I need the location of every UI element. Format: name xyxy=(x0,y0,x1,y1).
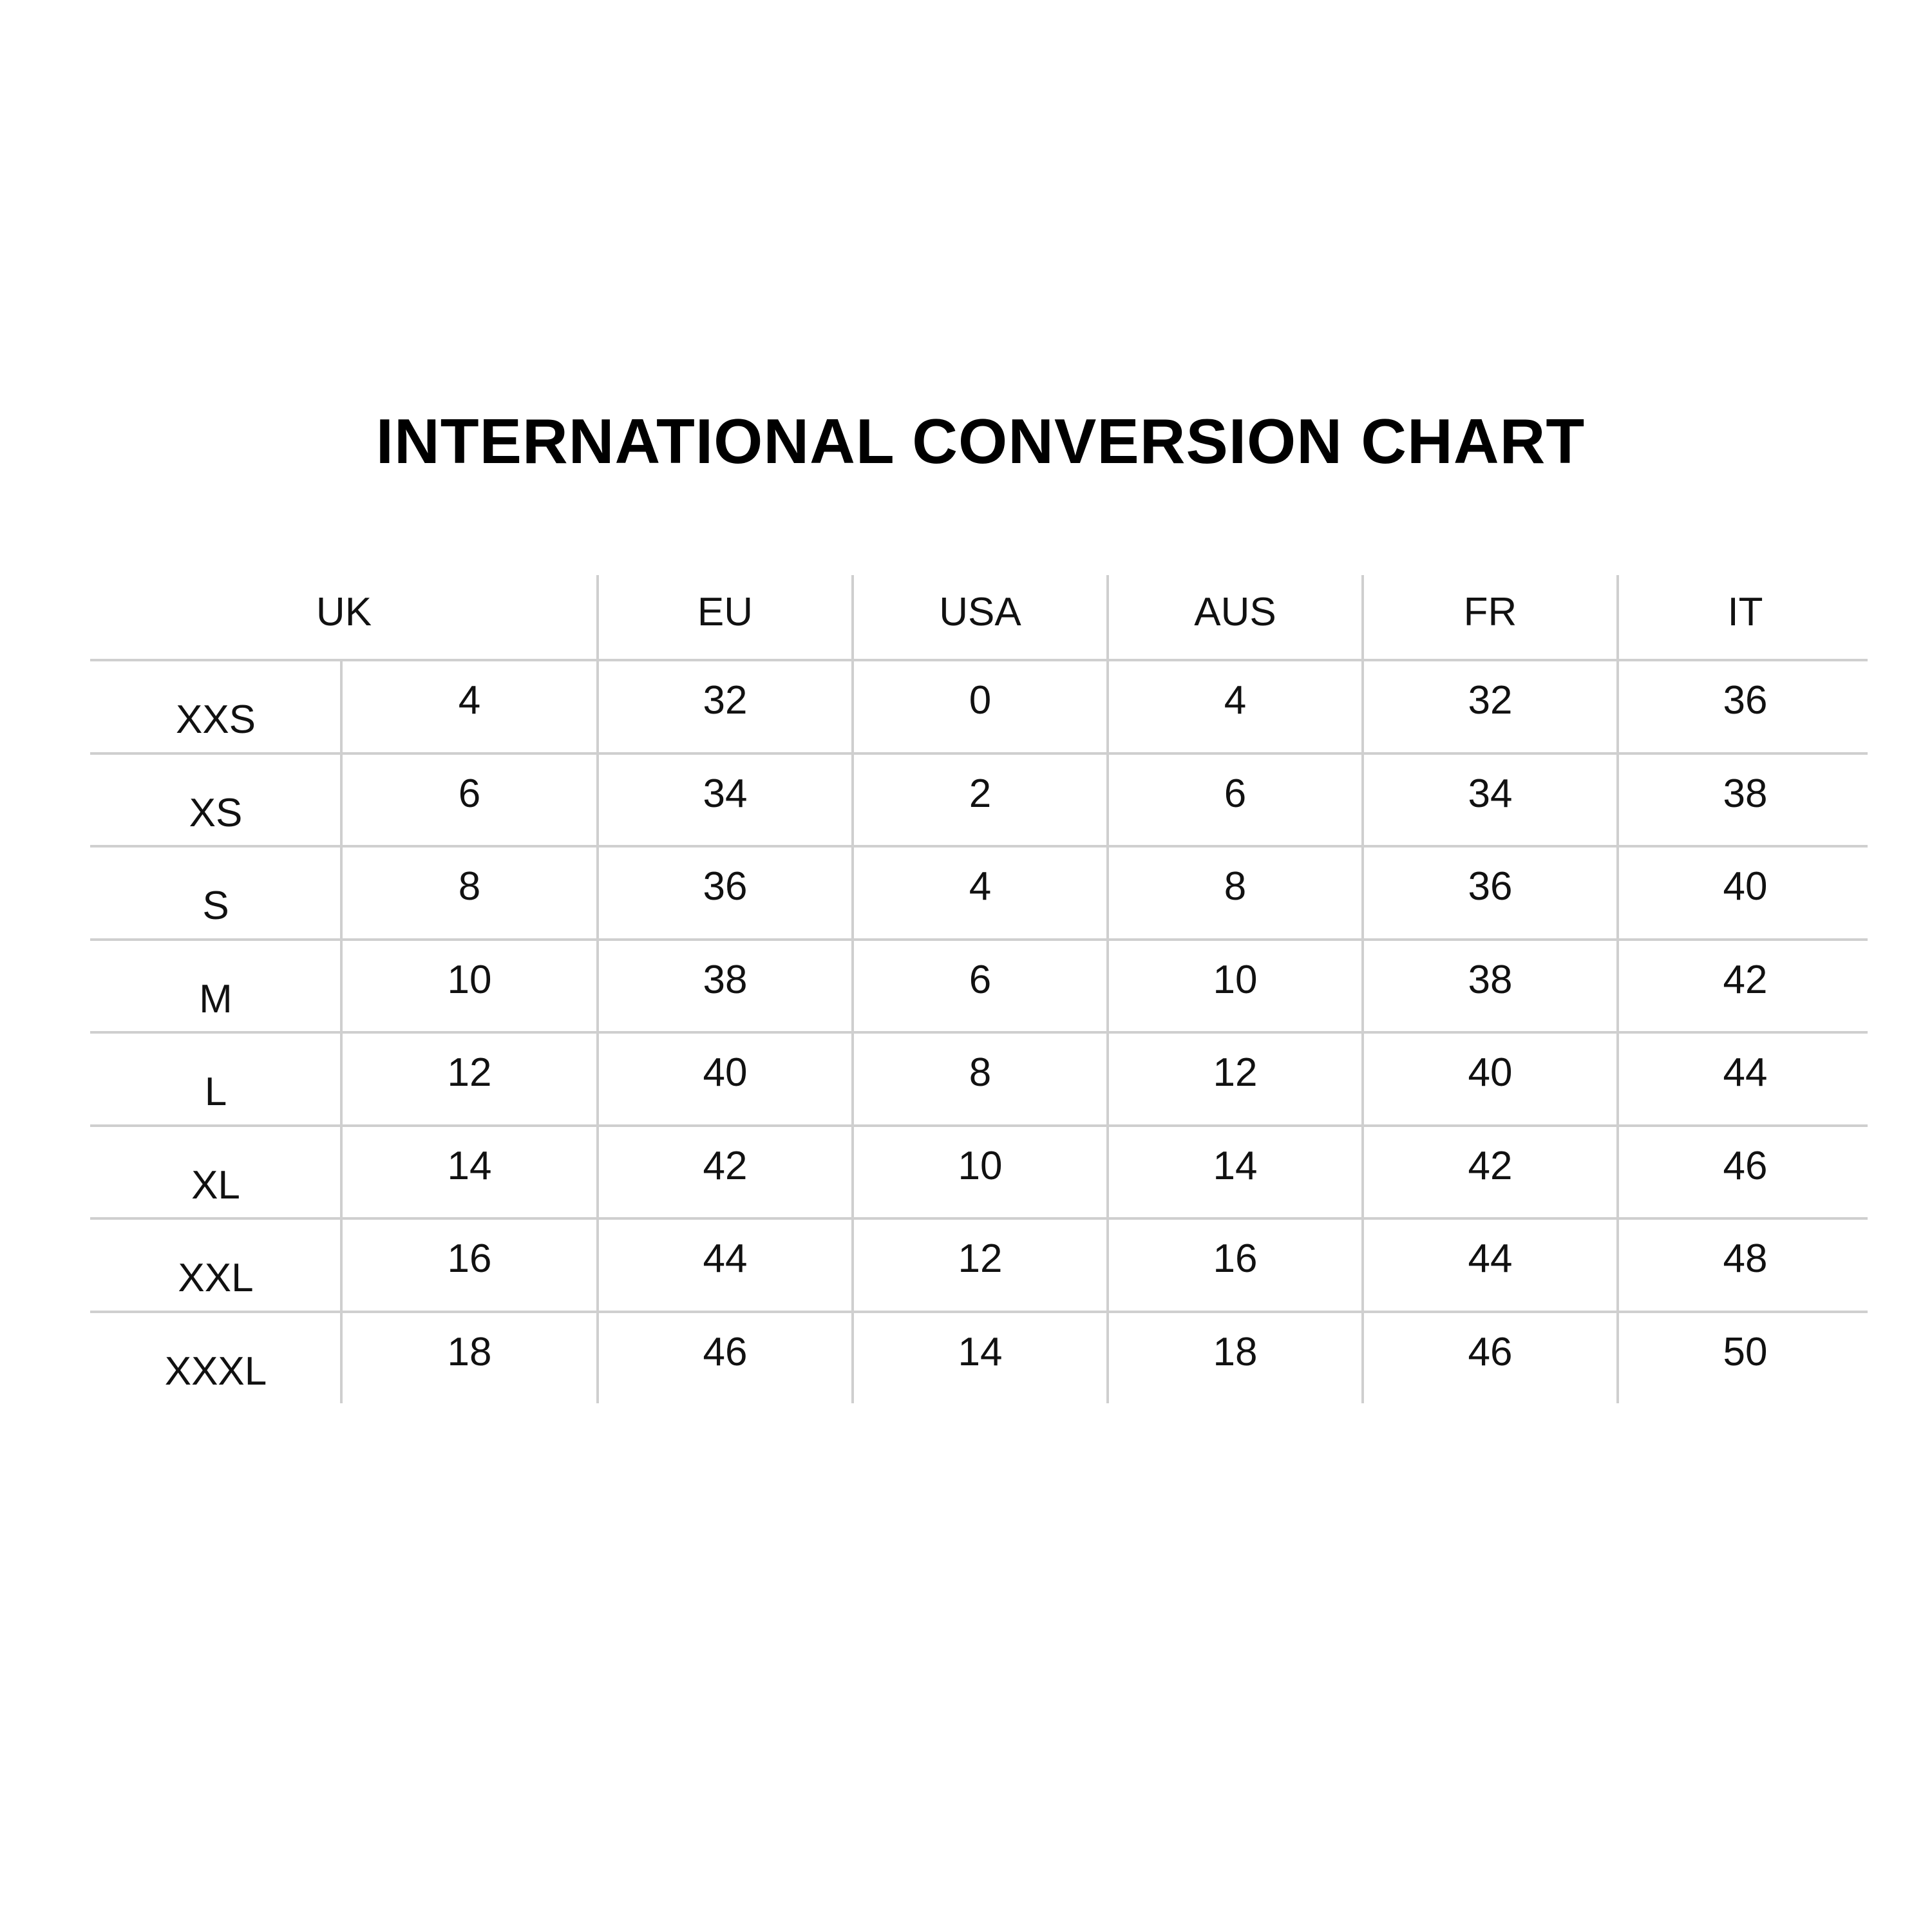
value-uk: 4 xyxy=(458,678,481,723)
value-usa: 10 xyxy=(958,1144,1003,1188)
header-uk: UK xyxy=(316,590,372,634)
header-aus: AUS xyxy=(1194,590,1276,634)
value-it: 40 xyxy=(1723,864,1768,909)
value-it: 42 xyxy=(1723,958,1768,1002)
row-divider xyxy=(90,1217,1868,1220)
value-eu: 40 xyxy=(703,1050,748,1095)
value-aus: 4 xyxy=(1224,678,1247,723)
row-divider xyxy=(90,1311,1868,1313)
value-aus: 14 xyxy=(1213,1144,1258,1188)
value-it: 50 xyxy=(1723,1330,1768,1374)
value-fr: 36 xyxy=(1468,864,1513,909)
value-usa: 14 xyxy=(958,1330,1003,1374)
value-aus: 6 xyxy=(1224,772,1247,816)
value-usa: 4 xyxy=(969,864,992,909)
size-label: XS xyxy=(189,791,243,835)
size-label: S xyxy=(202,884,229,928)
value-fr: 32 xyxy=(1468,678,1513,723)
value-fr: 42 xyxy=(1468,1144,1513,1188)
value-eu: 44 xyxy=(703,1236,748,1281)
column-divider xyxy=(1616,575,1619,1403)
size-label: L xyxy=(204,1070,227,1114)
value-uk: 12 xyxy=(447,1050,492,1095)
value-fr: 38 xyxy=(1468,958,1513,1002)
size-label: M xyxy=(199,977,232,1021)
value-aus: 12 xyxy=(1213,1050,1258,1095)
value-eu: 34 xyxy=(703,772,748,816)
value-eu: 32 xyxy=(703,678,748,723)
value-eu: 42 xyxy=(703,1144,748,1188)
row-divider xyxy=(90,845,1868,848)
value-it: 48 xyxy=(1723,1236,1768,1281)
row-divider xyxy=(90,752,1868,755)
value-uk: 8 xyxy=(458,864,481,909)
row-divider xyxy=(90,938,1868,941)
column-divider xyxy=(596,575,599,1403)
value-eu: 46 xyxy=(703,1330,748,1374)
value-aus: 16 xyxy=(1213,1236,1258,1281)
size-conversion-table xyxy=(90,575,1868,1404)
size-label: XXXL xyxy=(164,1349,267,1394)
row-divider xyxy=(90,659,1868,661)
value-eu: 36 xyxy=(703,864,748,909)
size-label: XXS xyxy=(175,697,256,742)
value-usa: 6 xyxy=(969,958,992,1002)
value-usa: 12 xyxy=(958,1236,1003,1281)
value-aus: 8 xyxy=(1224,864,1247,909)
value-eu: 38 xyxy=(703,958,748,1002)
value-it: 46 xyxy=(1723,1144,1768,1188)
size-label: XL xyxy=(191,1163,240,1208)
value-it: 44 xyxy=(1723,1050,1768,1095)
value-usa: 8 xyxy=(969,1050,992,1095)
page-title: INTERNATIONAL CONVERSION CHART xyxy=(375,406,1586,477)
value-aus: 18 xyxy=(1213,1330,1258,1374)
value-usa: 2 xyxy=(969,772,992,816)
column-divider xyxy=(851,575,854,1403)
value-it: 38 xyxy=(1723,772,1768,816)
row-divider xyxy=(90,1031,1868,1034)
value-uk: 14 xyxy=(447,1144,492,1188)
value-uk: 10 xyxy=(447,958,492,1002)
value-uk: 6 xyxy=(458,772,481,816)
value-usa: 0 xyxy=(969,678,992,723)
value-uk: 16 xyxy=(447,1236,492,1281)
size-label: XXL xyxy=(178,1256,254,1300)
header-it: IT xyxy=(1727,590,1763,634)
value-fr: 34 xyxy=(1468,772,1513,816)
column-divider xyxy=(1106,575,1109,1403)
header-fr: FR xyxy=(1463,590,1517,634)
value-it: 36 xyxy=(1723,678,1768,723)
column-divider xyxy=(1361,575,1364,1403)
value-fr: 46 xyxy=(1468,1330,1513,1374)
value-fr: 40 xyxy=(1468,1050,1513,1095)
header-eu: EU xyxy=(697,590,753,634)
row-divider xyxy=(90,1124,1868,1127)
value-fr: 44 xyxy=(1468,1236,1513,1281)
value-uk: 18 xyxy=(447,1330,492,1374)
header-usa: USA xyxy=(939,590,1021,634)
value-aus: 10 xyxy=(1213,958,1258,1002)
